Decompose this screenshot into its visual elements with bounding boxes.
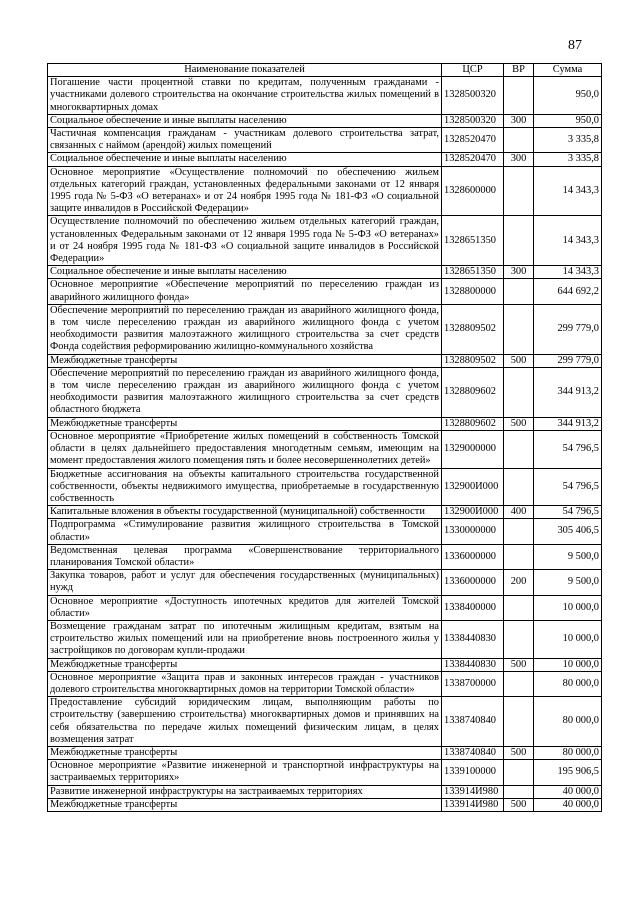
table-row xyxy=(48,114,602,127)
table-row xyxy=(48,417,602,430)
table-row xyxy=(48,746,602,759)
row-csr-cell: 1336000000 xyxy=(442,544,504,569)
row-vr-cell: 500 xyxy=(504,658,534,671)
row-csr-cell: 1338740840 xyxy=(442,746,504,759)
table-row xyxy=(48,760,602,785)
row-sum-cell: 950,0 xyxy=(534,114,602,127)
header-csr: ЦСР xyxy=(442,64,504,77)
table-row xyxy=(48,798,602,811)
table-row xyxy=(48,671,602,696)
row-csr-cell: 1330000000 xyxy=(442,519,504,544)
row-vr-cell: 300 xyxy=(504,114,534,127)
row-name-cell: Межбюджетные трансферты xyxy=(48,658,442,671)
row-csr-cell: 1336000000 xyxy=(442,570,504,595)
table-row xyxy=(48,620,602,658)
header-sum: Сумма xyxy=(534,64,602,77)
row-vr-cell: 500 xyxy=(504,746,534,759)
header-vr: ВР xyxy=(504,64,534,77)
row-sum-cell: 344 913,2 xyxy=(534,367,602,417)
row-vr-cell xyxy=(504,216,534,266)
row-vr-cell: 400 xyxy=(504,506,534,519)
row-csr-cell: 1328809602 xyxy=(442,417,504,430)
row-csr-cell: 1328651350 xyxy=(442,216,504,266)
row-vr-cell xyxy=(504,671,534,696)
row-name-cell: Социальное обеспечение и иные выплаты населению xyxy=(48,153,442,166)
row-csr-cell: 1338700000 xyxy=(442,671,504,696)
row-name-cell: Межбюджетные трансферты xyxy=(48,354,442,367)
table-row xyxy=(48,544,602,569)
table-row xyxy=(48,279,602,304)
row-csr-cell: 1328520470 xyxy=(442,153,504,166)
row-name-cell: Социальное обеспечение и иные выплаты населению xyxy=(48,266,442,279)
row-sum-cell: 14 343,3 xyxy=(534,266,602,279)
row-csr-cell: 1328809602 xyxy=(442,367,504,417)
row-sum-cell: 299 779,0 xyxy=(534,354,602,367)
row-vr-cell xyxy=(504,128,534,153)
table-row xyxy=(48,519,602,544)
row-name-cell: Развитие инженерной инфраструктуры на застраиваемых территориях xyxy=(48,785,442,798)
row-vr-cell xyxy=(504,697,534,747)
row-csr-cell: 1328500320 xyxy=(442,77,504,115)
table-body xyxy=(48,77,602,812)
row-vr-cell xyxy=(504,468,534,506)
row-sum-cell: 195 906,5 xyxy=(534,760,602,785)
header-name: Наименование показателей xyxy=(48,64,442,77)
row-name-cell: Обеспечение мероприятий по переселению граждан из аварийного жилищного фонда, в том числе переселению граждан из аварийного жилищного фонда с учетом необходимости развития малоэтажного жилищного строительства за счет средств Фонда содействия реформированию жилищно-коммунального хозяйства xyxy=(48,304,442,354)
row-csr-cell: 1329000000 xyxy=(442,430,504,468)
row-csr-cell: 133914И980 xyxy=(442,785,504,798)
row-sum-cell: 644 692,2 xyxy=(534,279,602,304)
row-name-cell: Ведомственная целевая программа «Совершенствование территориального планирования Томской области» xyxy=(48,544,442,569)
row-csr-cell: 1328520470 xyxy=(442,128,504,153)
row-sum-cell: 10 000,0 xyxy=(534,620,602,658)
table-row xyxy=(48,166,602,216)
row-vr-cell xyxy=(504,304,534,354)
row-sum-cell: 54 796,5 xyxy=(534,468,602,506)
row-csr-cell: 1328809502 xyxy=(442,354,504,367)
row-sum-cell: 9 500,0 xyxy=(534,544,602,569)
row-name-cell: Обеспечение мероприятий по переселению граждан из аварийного жилищного фонда, в том числе переселению граждан из аварийного жилищного фонда с учетом необходимости развития малоэтажного жилищного строительства за счет средств областного бюджета xyxy=(48,367,442,417)
row-sum-cell: 80 000,0 xyxy=(534,671,602,696)
row-csr-cell: 1339100000 xyxy=(442,760,504,785)
table-row xyxy=(48,595,602,620)
row-name-cell: Возмещение гражданам затрат по ипотечным жилищным кредитам, взятым на строительство жилых помещений или на приобретение вновь построенного жилья у застройщиков по договорам купли-продажи xyxy=(48,620,442,658)
row-sum-cell: 950,0 xyxy=(534,77,602,115)
row-sum-cell: 10 000,0 xyxy=(534,658,602,671)
row-csr-cell: 1338440830 xyxy=(442,658,504,671)
row-csr-cell: 132900И000 xyxy=(442,468,504,506)
table-header-row xyxy=(48,64,602,77)
table-row xyxy=(48,266,602,279)
row-sum-cell: 80 000,0 xyxy=(534,697,602,747)
table-row xyxy=(48,304,602,354)
row-vr-cell xyxy=(504,519,534,544)
row-sum-cell: 40 000,0 xyxy=(534,798,602,811)
row-vr-cell: 200 xyxy=(504,570,534,595)
row-name-cell: Подпрограмма «Стимулирование развития жилищного строительства в Томской области» xyxy=(48,519,442,544)
row-sum-cell: 9 500,0 xyxy=(534,570,602,595)
row-vr-cell: 300 xyxy=(504,266,534,279)
row-csr-cell: 1328800000 xyxy=(442,279,504,304)
row-vr-cell xyxy=(504,544,534,569)
table-row xyxy=(48,697,602,747)
row-name-cell: Основное мероприятие «Осуществление полномочий по обеспечению жильем отдельных категорий граждан, установленных федеральными законами от 12 января 1995 года № 5-ФЗ «О ветеранах» и от 24 ноября 1995 года № 181-ФЗ «О социальной защите инвалидов в Российской Федерации» xyxy=(48,166,442,216)
table-row xyxy=(48,658,602,671)
row-csr-cell: 1328809502 xyxy=(442,304,504,354)
row-vr-cell xyxy=(504,279,534,304)
row-sum-cell: 299 779,0 xyxy=(534,304,602,354)
row-csr-cell: 133914И980 xyxy=(442,798,504,811)
row-sum-cell: 14 343,3 xyxy=(534,166,602,216)
row-name-cell: Бюджетные ассигнования на объекты капитального строительства государственной собственности, объекты недвижимого имущества, приобретаемые в государственную собственность xyxy=(48,468,442,506)
row-name-cell: Межбюджетные трансферты xyxy=(48,417,442,430)
table-row xyxy=(48,367,602,417)
row-sum-cell: 305 406,5 xyxy=(534,519,602,544)
row-name-cell: Основное мероприятие «Обеспечение мероприятий по переселению граждан из аварийного жилищного фонда» xyxy=(48,279,442,304)
row-vr-cell: 500 xyxy=(504,417,534,430)
row-csr-cell: 1338740840 xyxy=(442,697,504,747)
row-vr-cell xyxy=(504,430,534,468)
table-row xyxy=(48,153,602,166)
row-vr-cell xyxy=(504,785,534,798)
row-sum-cell: 40 000,0 xyxy=(534,785,602,798)
table-row xyxy=(48,570,602,595)
row-vr-cell: 300 xyxy=(504,153,534,166)
row-vr-cell xyxy=(504,166,534,216)
table-row xyxy=(48,430,602,468)
page-number: 87 xyxy=(568,38,582,53)
row-csr-cell: 1338440830 xyxy=(442,620,504,658)
table-row xyxy=(48,77,602,115)
row-sum-cell: 10 000,0 xyxy=(534,595,602,620)
budget-table xyxy=(47,63,602,812)
row-sum-cell: 3 335,8 xyxy=(534,153,602,166)
row-csr-cell: 1328500320 xyxy=(442,114,504,127)
table-row xyxy=(48,468,602,506)
row-csr-cell: 1328600000 xyxy=(442,166,504,216)
row-csr-cell: 1338400000 xyxy=(442,595,504,620)
row-vr-cell xyxy=(504,620,534,658)
row-vr-cell xyxy=(504,595,534,620)
row-name-cell: Капитальные вложения в объекты государственной (муниципальной) собственности xyxy=(48,506,442,519)
row-sum-cell: 54 796,5 xyxy=(534,506,602,519)
row-name-cell: Межбюджетные трансферты xyxy=(48,746,442,759)
row-vr-cell: 500 xyxy=(504,798,534,811)
row-name-cell: Предоставление субсидий юридическим лицам, выполняющим работы по строительству (завершению строительства) многоквартирных домов и принявших на себя обязательства по передаче жилых помещений физическим лицам, в целях возмещения затрат xyxy=(48,697,442,747)
row-name-cell: Основное мероприятие «Доступность ипотечных кредитов для жителей Томской области» xyxy=(48,595,442,620)
row-sum-cell: 54 796,5 xyxy=(534,430,602,468)
row-vr-cell xyxy=(504,367,534,417)
row-name-cell: Погашение части процентной ставки по кредитам, полученным гражданами - участниками долевого строительства на окончание строительства жилых помещений в многоквартирных домах xyxy=(48,77,442,115)
row-name-cell: Основное мероприятие «Защита прав и законных интересов граждан - участников долевого строительства многоквартирных домов на территории Томской области» xyxy=(48,671,442,696)
table-row xyxy=(48,216,602,266)
row-vr-cell: 500 xyxy=(504,354,534,367)
row-sum-cell: 344 913,2 xyxy=(534,417,602,430)
row-name-cell: Осуществление полномочий по обеспечению жильем отдельных категорий граждан, установленных Федеральным законами от 12 января 1995 года № 5-ФЗ «О ветеранах» и от 24 ноября 1995 года № 181-ФЗ «О социальной защите инвалидов в Российской Федерации» xyxy=(48,216,442,266)
row-name-cell: Частичная компенсация гражданам - участникам долевого строительства затрат, связанных с наймом (арендой) жилых помещений xyxy=(48,128,442,153)
row-name-cell: Межбюджетные трансферты xyxy=(48,798,442,811)
row-vr-cell xyxy=(504,77,534,115)
table-row xyxy=(48,506,602,519)
row-sum-cell: 3 335,8 xyxy=(534,128,602,153)
row-sum-cell: 14 343,3 xyxy=(534,216,602,266)
row-sum-cell: 80 000,0 xyxy=(534,746,602,759)
row-name-cell: Основное мероприятие «Приобретение жилых помещений в собственность Томской области в целях дальнейшего предоставления многодетным семьям, имеющим на момент предоставления жилого помещения пять и более несовершеннолетних детей» xyxy=(48,430,442,468)
row-name-cell: Социальное обеспечение и иные выплаты населению xyxy=(48,114,442,127)
row-csr-cell: 132900И000 xyxy=(442,506,504,519)
row-csr-cell: 1328651350 xyxy=(442,266,504,279)
row-name-cell: Закупка товаров, работ и услуг для обеспечения государственных (муниципальных) нужд xyxy=(48,570,442,595)
row-vr-cell xyxy=(504,760,534,785)
table-row xyxy=(48,354,602,367)
table-row xyxy=(48,128,602,153)
table-row xyxy=(48,785,602,798)
row-name-cell: Основное мероприятие «Развитие инженерной и транспортной инфраструктуры на застраиваемых территориях» xyxy=(48,760,442,785)
